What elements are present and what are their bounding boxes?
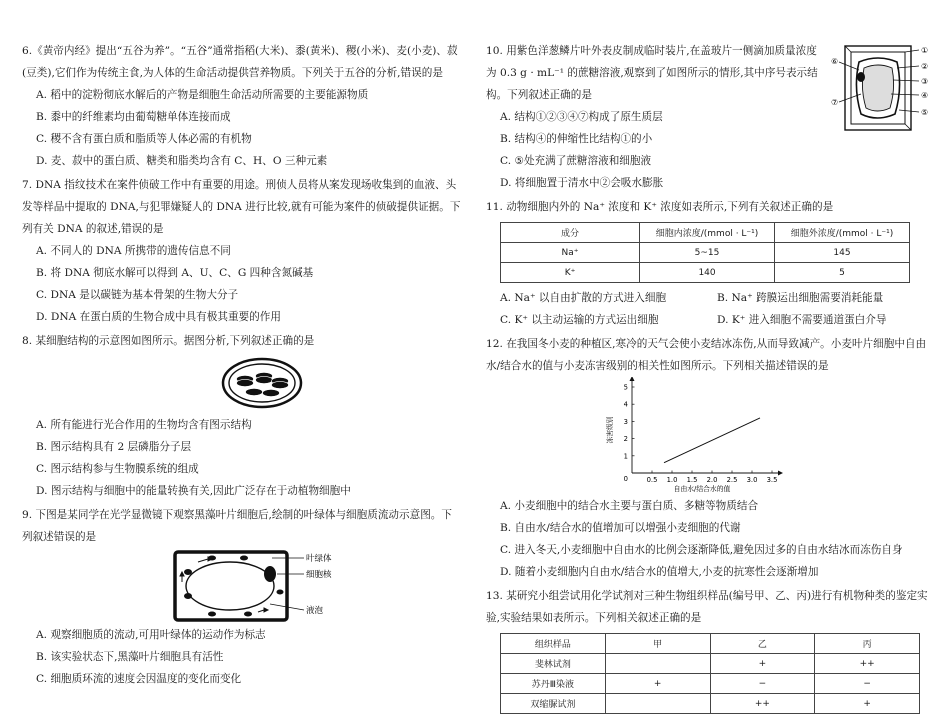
reagent-test-table (500, 633, 920, 714)
q10-option-a: A. 结构①②③④⑦构成了原生质层 (500, 111, 663, 123)
cell-biuret-yi: ++ (710, 694, 815, 714)
q8-option-d: D. 图示结构与细胞中的能量转换有关,因此广泛存在于动植物细胞中 (36, 485, 351, 497)
q6-option-b: B. 黍中的纤维素均由葡萄糖单体连接而成 (36, 111, 231, 123)
granum-4-disc-1 (246, 388, 263, 395)
question-11 (486, 196, 934, 331)
question-8 (22, 330, 462, 502)
question-9 (22, 504, 462, 690)
y-axis-arrow (630, 377, 635, 381)
y-tick-label: 3 (623, 417, 628, 426)
question-7 (22, 174, 462, 328)
x-tick-label: 2.0 (706, 476, 718, 484)
header-sample: 组织样品 (501, 634, 606, 654)
vacuole-outline (186, 562, 274, 610)
series-line-0 (664, 418, 760, 463)
q11-option-b: B. Na⁺ 跨膜运出细胞需要消耗能量 (717, 292, 884, 304)
cell-k-inside: 140 (640, 263, 775, 283)
frost-chart-figure (486, 377, 934, 495)
label-1: ① (921, 46, 929, 55)
label-3: ③ (921, 77, 929, 86)
cell-na-name: Na⁺ (501, 243, 640, 263)
label-5: ⑤ (921, 108, 929, 117)
q6-stem: 6.《黄帝内经》提出“五谷为养”。“五谷”通常指稻(大米)、黍(黄米)、稷(小米)、麦(小麦)、菽(豆类),它们作为传统主食,为人体的生命活动提供营养物质。下列关于五谷的分析,错误的是 (22, 45, 458, 79)
q7-option-d: D. DNA 在蛋白质的生物合成中具有极其重要的作用 (36, 311, 281, 323)
header-yi: 乙 (710, 634, 815, 654)
cytoplasm-flow-diagram (22, 548, 462, 624)
chloroplast-diagram (22, 352, 462, 414)
table-row (501, 654, 920, 674)
question-6 (22, 40, 462, 172)
x-tick-label: 1.5 (686, 476, 698, 484)
q9-option-b: B. 该实验状态下,黑藻叶片细胞具有活性 (36, 651, 224, 663)
q7-stem: 7. DNA 指纹技术在案件侦破工作中有重要的用途。刑侦人员将从案发现场收集到的血液、头发等样品中提取的 DNA,与犯罪嫌疑人的 DNA 进行比较,就有可能为案件的侦破提供证据。下列有关 DNA 的叙述,错误的是 (22, 179, 461, 235)
cell-sudan-name: 苏丹Ⅲ染液 (501, 674, 606, 694)
cell-fehling-name: 斐林试剂 (501, 654, 606, 674)
x-axis-arrow (778, 471, 783, 476)
q9-option-c: C. 细胞质环流的速度会因温度的变化而变化 (36, 673, 242, 685)
x-tick-label: 0.5 (646, 476, 658, 484)
cell-sudan-bing: − (815, 674, 920, 694)
right-column (486, 40, 934, 716)
q11-stem: 11. 动物细胞内外的 Na⁺ 浓度和 K⁺ 浓度如表所示,下列有关叙述正确的是 (486, 201, 834, 213)
cell-biuret-name: 双缩脲试剂 (501, 694, 606, 714)
header-bing: 丙 (815, 634, 920, 654)
table-row (501, 263, 910, 283)
q12-stem: 12. 在我国冬小麦的种植区,寒冷的天气会使小麦结冰冻伤,从而导致减产。小麦叶片细胞中自由水/结合水的值与小麦冻害级别的相关性如图所示。下列相关描述错误的是 (486, 338, 927, 372)
vacuole-region (862, 65, 893, 111)
cytoplasm-flow-figure (22, 548, 462, 624)
label-7: ⑦ (831, 98, 839, 107)
q11-option-a: A. Na⁺ 以自由扩散的方式进入细胞 (500, 292, 667, 304)
grana-stacks (237, 372, 289, 396)
q10-stem: 10. 用紫色洋葱鳞片叶外表皮制成临时装片,在盖玻片一侧滴加质量浓度为 0.3 g · mL⁻¹ 的蔗糖溶液,观察到了如图所示的情形,其中序号表示结构。下列叙述正确的是 (486, 45, 818, 101)
y-tick-label: 2 (623, 435, 628, 444)
label-2: ② (921, 62, 929, 71)
table-header-row (501, 634, 920, 654)
q13-stem: 13. 某研究小组尝试用化学试剂对三种生物组织样品(编号甲、乙、丙)进行有机物种类的鉴定实验,实验结果如表所示。下列相关叙述正确的是 (486, 590, 928, 624)
cell-fehling-jia (605, 654, 710, 674)
label-4: ④ (921, 91, 929, 100)
q10-option-b: B. 结构④的伸缩性比结构①的小 (500, 133, 653, 145)
x-tick-label: 1.0 (666, 476, 678, 484)
q12-option-c: C. 进入冬天,小麦细胞中自由水的比例会逐渐降低,避免因过多的自由水结冰而冻伤自身 (500, 544, 903, 556)
q8-option-c: C. 图示结构参与生物膜系统的组成 (36, 463, 199, 475)
q6-option-c: C. 稷不含有蛋白质和脂质等人体必需的有机物 (36, 133, 252, 145)
q7-option-a: A. 不同人的 DNA 所携带的遗传信息不同 (36, 245, 231, 257)
q8-option-a: A. 所有能进行光合作用的生物均含有图示结构 (36, 419, 252, 431)
q11-options-row-2 (486, 309, 934, 331)
granum-3-disc-2 (272, 381, 289, 388)
x-axis-label: 自由水/结合水的值 (673, 485, 731, 493)
frost-damage-chart (486, 377, 934, 495)
question-13 (486, 585, 934, 714)
ion-concentration-table (500, 222, 910, 283)
table-row (501, 243, 910, 263)
cell-fehling-bing: ++ (815, 654, 920, 674)
q12-option-b: B. 自由水/结合水的值增加可以增强小麦细胞的代谢 (500, 522, 741, 534)
origin-label: 0 (623, 475, 628, 483)
label-6: ⑥ (831, 57, 839, 66)
q6-option-a: A. 稻中的淀粉彻底水解后的产物是细胞生命活动所需要的主要能源物质 (36, 89, 369, 101)
x-tick-label: 3.0 (746, 476, 758, 484)
left-column (22, 40, 462, 692)
table-row (501, 674, 920, 694)
flow-arrows (180, 557, 268, 612)
plasmolysis-diagram (831, 42, 931, 134)
table-row (501, 694, 920, 714)
label-nucleus: 细胞核 (306, 570, 332, 580)
q6-option-d: D. 麦、菽中的蛋白质、糖类和脂类均含有 C、H、O 三种元素 (36, 155, 328, 167)
chloroplast-figure (22, 352, 462, 414)
cell-biuret-jia (605, 694, 710, 714)
q11-option-d: D. K⁺ 进入细胞不需要通道蛋白介导 (717, 314, 887, 326)
q7-option-c: C. DNA 是以碳链为基本骨架的生物大分子 (36, 289, 239, 301)
q10-option-c: C. ⑤处充满了蔗糖溶液和细胞液 (500, 155, 652, 167)
label-vacuole: 液泡 (306, 606, 324, 616)
nucleus-dot (857, 72, 865, 82)
x-tick-label: 3.5 (766, 476, 778, 484)
q12-option-a: A. 小麦细胞中的结合水主要与蛋白质、多糖等物质结合 (500, 500, 759, 512)
q9-option-a: A. 观察细胞质的流动,可用叶绿体的运动作为标志 (36, 629, 266, 641)
chloroplast-dots (184, 556, 284, 617)
y-tick-label: 5 (623, 383, 628, 392)
granum-1-disc-2 (237, 379, 254, 386)
nucleus-shape (264, 566, 276, 582)
q10-option-d: D. 将细胞置于清水中②会吸水膨胀 (500, 177, 664, 189)
cell-sudan-jia: + (605, 674, 710, 694)
x-tick-label: 2.5 (726, 476, 738, 484)
granum-5-disc-1 (263, 389, 280, 396)
cell-k-outside: 5 (775, 263, 910, 283)
header-extracellular: 细胞外浓度/(mmol · L⁻¹) (775, 223, 910, 243)
y-tick-label: 4 (623, 400, 628, 409)
question-12 (486, 333, 934, 583)
q8-option-b: B. 图示结构具有 2 层磷脂分子层 (36, 441, 192, 453)
q11-option-c: C. K⁺ 以主动运输的方式运出细胞 (500, 314, 659, 326)
cell-k-name: K⁺ (501, 263, 640, 283)
cell-biuret-bing: + (815, 694, 920, 714)
table-header-row (501, 223, 910, 243)
q7-option-b: B. 将 DNA 彻底水解可以得到 A、U、C、G 四种含氮碱基 (36, 267, 314, 279)
cell-sudan-yi: − (710, 674, 815, 694)
label-chloroplast: 叶绿体 (306, 554, 332, 564)
question-10 (486, 40, 934, 194)
q8-stem: 8. 某细胞结构的示意图如图所示。据图分析,下列叙述正确的是 (22, 335, 315, 347)
cell-na-outside: 145 (775, 243, 910, 263)
q12-option-d: D. 随着小麦细胞内自由水/结合水的值增大,小麦的抗寒性会逐渐增加 (500, 566, 819, 578)
cell-na-inside: 5~15 (640, 243, 775, 263)
q11-options-row-1 (486, 287, 934, 309)
granum-2-disc-2 (256, 376, 273, 383)
y-tick-label: 1 (623, 452, 628, 461)
header-jia: 甲 (605, 634, 710, 654)
cell-fehling-yi: + (710, 654, 815, 674)
header-intracellular: 细胞内浓度/(mmol · L⁻¹) (640, 223, 775, 243)
q9-stem: 9. 下图是某同学在光学显微镜下观察黑藻叶片细胞后,绘制的叶绿体与细胞质流动示意图。下列叙述错误的是 (22, 509, 452, 543)
header-component: 成分 (501, 223, 640, 243)
y-axis-label: 冻害级别 (606, 416, 614, 444)
